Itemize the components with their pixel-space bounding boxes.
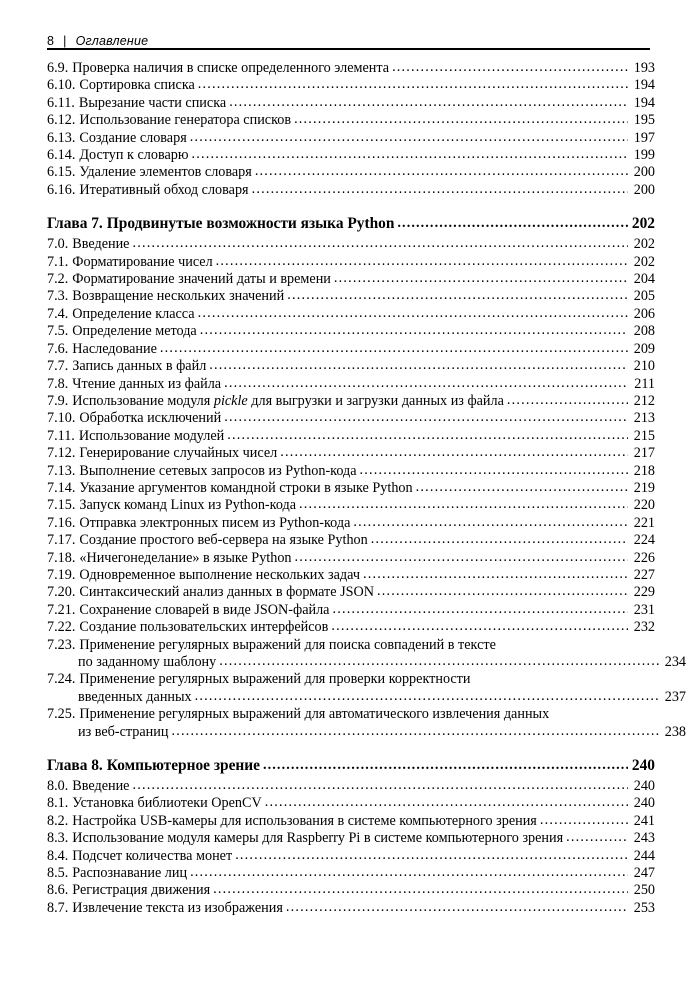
toc-chapter-entry[interactable] [47, 756, 655, 776]
toc-entry-page-number: 224 [633, 532, 655, 549]
toc-section-entry[interactable] [47, 410, 655, 427]
toc-entry-title: Запись данных в файл [72, 358, 207, 375]
toc-entry-number: 6.14. [47, 147, 76, 164]
toc-section-entry[interactable] [47, 147, 655, 164]
dot-leader [213, 881, 628, 898]
dot-leader [209, 357, 628, 374]
toc-entry-page-number: 240 [631, 757, 655, 775]
toc-entry-number: 7.14. [47, 479, 76, 496]
toc-section-entry[interactable] [47, 463, 655, 480]
dot-leader [353, 514, 628, 531]
toc-entry-title: Применение регулярных выражений для автоматического извлечения данных [79, 706, 550, 723]
dot-leader [331, 618, 628, 635]
dot-leader [160, 340, 628, 357]
toc-section-entry[interactable] [47, 532, 655, 549]
dot-leader [191, 146, 628, 163]
toc-entry-title: Выполнение сетевых запросов из Python-кода [79, 462, 357, 479]
toc-entry-number: 7.23. [47, 636, 76, 653]
dot-leader [255, 163, 628, 180]
toc-entry-number: 7.4. [47, 305, 69, 322]
toc-entry-page-number: 244 [633, 847, 655, 864]
toc-entry-page-number: 234 [664, 654, 686, 670]
toc-entry-title: Запуск команд Linux из Python-кода [79, 497, 297, 514]
table-of-contents [47, 60, 686, 917]
toc-section-entry[interactable] [47, 795, 655, 812]
toc-entry-title: Компьютерное зрение [106, 757, 260, 775]
toc-section-entry[interactable] [47, 480, 655, 497]
header-rule [47, 48, 650, 50]
toc-entry-page-number: 220 [633, 497, 655, 514]
toc-entry-title: Извлечение текста из изображения [72, 899, 283, 916]
toc-entry-title: Одновременное выполнение нескольких задач [79, 566, 361, 583]
toc-entry-number: 8.5. [47, 865, 69, 882]
toc-entry-title: Подсчет количества монет [72, 847, 233, 864]
dot-leader [224, 375, 628, 392]
toc-entry-title: Настройка USB-камеры для использования в системе компьютерного зрения [72, 812, 537, 829]
toc-entry-title: Регистрация движения [72, 882, 211, 899]
dot-leader [295, 549, 628, 566]
toc-entry-title: Создание словаря [79, 129, 187, 146]
toc-entry-page-number: 199 [633, 147, 655, 164]
toc-entry-number: 6.12. [47, 112, 76, 129]
dot-leader [198, 76, 628, 93]
toc-entry-number: 7.20. [47, 584, 76, 601]
toc-entry-title: Введение [72, 236, 130, 253]
toc-entry-page-number: 238 [664, 723, 686, 740]
toc-entry-title: Сортировка списка [79, 77, 195, 94]
toc-entry-page-number: 197 [633, 129, 655, 146]
toc-entry-page-number: 219 [633, 479, 655, 496]
toc-section-entry[interactable] [47, 358, 655, 375]
dot-leader [280, 444, 628, 461]
toc-entry-page-number: 200 [633, 164, 655, 181]
toc-entry-page-number: 240 [633, 795, 655, 812]
toc-section-entry[interactable] [47, 813, 655, 830]
toc-entry-page-number: 194 [633, 77, 655, 94]
toc-section-entry[interactable] [47, 60, 655, 77]
dot-leader [171, 723, 659, 740]
toc-entry-title: Сохранение словарей в виде JSON-файла [79, 601, 330, 618]
toc-section-entry[interactable] [47, 848, 655, 865]
toc-entry-number: 6.15. [47, 164, 76, 181]
toc-entry-page-number: 250 [633, 882, 655, 899]
toc-section-entry[interactable] [47, 671, 655, 688]
toc-section-entry[interactable] [47, 288, 655, 305]
toc-entry-title: из веб-страниц [78, 723, 169, 740]
dot-leader [265, 794, 628, 811]
toc-entry-title: «Ничегонеделание» в языке Python [79, 549, 292, 566]
toc-entry-title: по заданному шаблону [78, 654, 217, 670]
toc-entry-number: 6.10. [47, 77, 76, 94]
toc-entry-number: 7.3. [47, 288, 69, 305]
toc-entry-number: 8.2. [47, 812, 69, 829]
toc-section-entry[interactable] [47, 778, 655, 795]
dot-leader [224, 409, 628, 426]
toc-entry-title: Обработка исключений [79, 410, 222, 427]
toc-section-entry[interactable] [47, 236, 655, 253]
toc-section-entry[interactable] [47, 323, 655, 340]
toc-entry-title: Генерирование случайных чисел [79, 445, 278, 462]
dot-leader [195, 688, 659, 705]
dot-leader [540, 812, 628, 829]
toc-section-entry[interactable] [47, 95, 655, 112]
toc-entry-number: 8.7. [47, 899, 69, 916]
toc-entry-title: Итеративный обход словаря [79, 181, 249, 198]
toc-entry-number: 7.25. [47, 706, 76, 723]
running-head-title: Оглавление [75, 34, 149, 48]
toc-entry-title: Использование модулей [78, 427, 225, 444]
toc-section-entry[interactable] [47, 550, 655, 567]
toc-entry-title: Форматирование значений даты и времени [72, 271, 331, 288]
dot-leader [286, 899, 628, 916]
toc-entry-number: 7.13. [47, 462, 76, 479]
toc-entry-page-number: 194 [633, 94, 655, 111]
toc-section-entry[interactable] [47, 602, 655, 619]
toc-entry-page-number: 204 [633, 271, 655, 288]
toc-section-entry-continuation[interactable] [47, 724, 686, 741]
toc-entry-page-number: 210 [633, 358, 655, 375]
toc-entry-number: 7.19. [47, 566, 76, 583]
dot-leader [235, 847, 628, 864]
toc-section-entry[interactable] [47, 130, 655, 147]
toc-entry-title: Применение регулярных выражений для поиска совпадений в тексте [79, 636, 496, 653]
toc-section-entry[interactable] [47, 271, 655, 288]
toc-entry-page-number: 221 [633, 514, 655, 531]
toc-chapter-entry[interactable] [47, 214, 655, 234]
toc-section-entry[interactable] [47, 306, 655, 323]
dot-leader [332, 601, 628, 618]
toc-entry-number: 7.11. [47, 427, 75, 444]
toc-entry-title: Использование генератора списков [79, 112, 292, 129]
dot-leader [132, 777, 628, 794]
toc-entry-number: 7.22. [47, 619, 76, 636]
toc-section-entry[interactable] [47, 567, 655, 584]
toc-entry-number: 7.21. [47, 601, 76, 618]
toc-entry-number: 7.2. [47, 271, 69, 288]
toc-section-entry[interactable] [47, 341, 655, 358]
toc-section-entry[interactable] [47, 584, 655, 601]
toc-entry-number: 8.0. [47, 778, 69, 795]
toc-entry-page-number: 193 [633, 60, 655, 76]
dot-leader [360, 462, 628, 479]
toc-section-entry-continuation[interactable] [47, 654, 686, 671]
toc-title-emphasis: pickle [213, 392, 248, 409]
toc-entry-page-number: 209 [633, 340, 655, 357]
dot-leader [132, 235, 628, 252]
dot-leader [416, 479, 628, 496]
toc-section-entry[interactable] [47, 254, 655, 271]
toc-entry-page-number: 217 [633, 445, 655, 462]
toc-entry-number: 7.16. [47, 514, 76, 531]
toc-entry-number: 7.15. [47, 497, 76, 514]
toc-section-entry[interactable] [47, 882, 655, 899]
toc-title-text: для выгрузки и загрузки данных из файла [247, 392, 504, 409]
toc-entry-number: 7.18. [47, 549, 76, 566]
toc-section-entry[interactable] [47, 182, 655, 199]
toc-entry-title: Применение регулярных выражений для проверки корректности [79, 671, 471, 688]
toc-entry-number: 7.24. [47, 671, 76, 688]
toc-section-entry[interactable] [47, 830, 655, 847]
toc-entry-number: 7.0. [47, 236, 69, 253]
dot-leader [287, 287, 628, 304]
toc-entry-number: 7.12. [47, 445, 76, 462]
toc-entry-title: Введение [72, 778, 130, 795]
toc-entry-page-number: 229 [633, 584, 655, 601]
toc-entry-page-number: 215 [633, 427, 655, 444]
toc-section-entry[interactable] [47, 497, 655, 514]
toc-entry-title: Вырезание части списка [78, 94, 227, 111]
toc-section-entry[interactable] [47, 619, 655, 636]
toc-entry-number: 7.17. [47, 532, 76, 549]
toc-entry-number: 8.1. [47, 795, 69, 812]
dot-leader [507, 392, 628, 409]
toc-entry-title: Форматирование чисел [72, 253, 213, 270]
dot-leader [263, 756, 628, 775]
toc-entry-page-number: 202 [631, 215, 655, 233]
dot-leader [566, 829, 628, 846]
dot-leader [363, 566, 628, 583]
toc-section-entry[interactable] [47, 637, 655, 654]
dot-leader [216, 253, 628, 270]
toc-entry-title: Доступ к словарю [79, 147, 189, 164]
toc-entry-number: 7.8. [47, 375, 69, 392]
toc-entry-page-number: 243 [633, 830, 655, 847]
toc-entry-page-number: 231 [633, 601, 655, 618]
toc-section-entry[interactable] [47, 706, 655, 723]
toc-entry-title: Продвинутые возможности языка Python [106, 215, 395, 233]
toc-entry-number: 7.9. [47, 392, 69, 409]
toc-section-entry[interactable] [47, 865, 655, 882]
toc-entry-title: Определение метода [72, 323, 197, 340]
dot-leader [190, 129, 628, 146]
toc-entry-page-number: 218 [633, 462, 655, 479]
toc-title-text: Использование модуля [72, 392, 214, 409]
toc-entry-page-number: 208 [633, 323, 655, 340]
folio-separator: | [63, 34, 67, 48]
toc-entry-page-number: 200 [633, 181, 655, 198]
toc-entry-page-number: 226 [633, 549, 655, 566]
toc-entry-title: Использование модуля камеры для Raspberry Pi в системе компьютерного зрения [72, 830, 564, 847]
toc-entry-number: 6.13. [47, 129, 76, 146]
dot-leader [392, 59, 628, 76]
dot-leader [227, 427, 628, 444]
toc-entry-title: Установка библиотеки OpenCV [72, 795, 262, 812]
toc-entry-page-number: 195 [633, 112, 655, 129]
toc-entry-title: Удаление элементов словаря [79, 164, 252, 181]
toc-entry-number: 8.4. [47, 847, 69, 864]
toc-section-entry[interactable] [47, 515, 655, 532]
toc-entry-number: 7.10. [47, 410, 76, 427]
toc-entry-page-number: 211 [634, 375, 655, 392]
toc-entry-title: Создание пользовательских интерфейсов [79, 619, 329, 636]
toc-section-entry-continuation[interactable] [47, 689, 686, 706]
running-header [47, 24, 650, 48]
toc-section-entry[interactable] [47, 112, 655, 129]
toc-entry-page-number: 247 [633, 865, 655, 882]
toc-entry-number: 8.6. [47, 882, 69, 899]
toc-entry-page-number: 232 [633, 619, 655, 636]
toc-entry-title: Чтение данных из файла [72, 375, 222, 392]
toc-entry-number: Глава 7. [47, 215, 103, 233]
page-folio: 8 [47, 34, 55, 48]
toc-entry-page-number: 205 [633, 288, 655, 305]
toc-entry-title: Синтаксический анализ данных в формате JSON [79, 584, 375, 601]
dot-leader [198, 305, 628, 322]
toc-entry-page-number: 240 [633, 778, 655, 795]
toc-entry-page-number: 212 [633, 392, 655, 409]
toc-section-entry[interactable] [47, 445, 655, 462]
dot-leader [371, 531, 628, 548]
toc-entry-number: Глава 8. [47, 757, 103, 775]
toc-section-entry[interactable] [47, 77, 655, 94]
toc-section-entry[interactable] [47, 900, 655, 917]
toc-entry-page-number: 227 [633, 566, 655, 583]
toc-entry-page-number: 241 [633, 812, 655, 829]
toc-section-entry[interactable] [47, 428, 655, 445]
toc-entry-title [72, 393, 504, 410]
toc-section-entry[interactable] [47, 376, 655, 393]
toc-entry-page-number: 213 [633, 410, 655, 427]
dot-leader [397, 214, 628, 233]
toc-entry-title: Указание аргументов командной строки в языке Python [79, 479, 413, 496]
toc-section-entry[interactable] [47, 393, 655, 410]
dot-leader [219, 653, 659, 670]
toc-section-entry[interactable] [47, 164, 655, 181]
toc-entry-number: 6.11. [47, 94, 75, 111]
dot-leader [377, 583, 628, 600]
toc-entry-number: 7.7. [47, 358, 69, 375]
toc-entry-page-number: 237 [664, 688, 686, 705]
toc-entry-title: Отправка электронных писем из Python-кода [79, 514, 351, 531]
toc-entry-title: введенных данных [78, 688, 192, 705]
dot-leader [200, 322, 628, 339]
toc-entry-page-number: 253 [633, 899, 655, 916]
dot-leader [229, 94, 628, 111]
toc-entry-number: 8.3. [47, 830, 69, 847]
toc-entry-page-number: 202 [633, 253, 655, 270]
dot-leader [252, 181, 628, 198]
toc-entry-title: Определение класса [72, 305, 195, 322]
toc-entry-number: 7.6. [47, 340, 69, 357]
dot-leader [299, 496, 628, 513]
toc-entry-number: 6.16. [47, 181, 76, 198]
toc-entry-number: 7.1. [47, 253, 69, 270]
toc-entry-title: Наследование [72, 340, 157, 357]
toc-entry-number: 6.9. [47, 60, 69, 76]
toc-entry-number: 7.5. [47, 323, 69, 340]
toc-entry-title: Распознавание лиц [72, 865, 188, 882]
toc-entry-title: Проверка наличия в списке определенного элемента [72, 60, 390, 76]
dot-leader [190, 864, 628, 881]
dot-leader [294, 111, 628, 128]
toc-entry-title: Возвращение нескольких значений [72, 288, 285, 305]
dot-leader [334, 270, 628, 287]
toc-entry-page-number: 202 [633, 236, 655, 253]
toc-entry-title: Создание простого веб-сервера на языке Python [79, 532, 368, 549]
toc-entry-page-number: 206 [633, 305, 655, 322]
